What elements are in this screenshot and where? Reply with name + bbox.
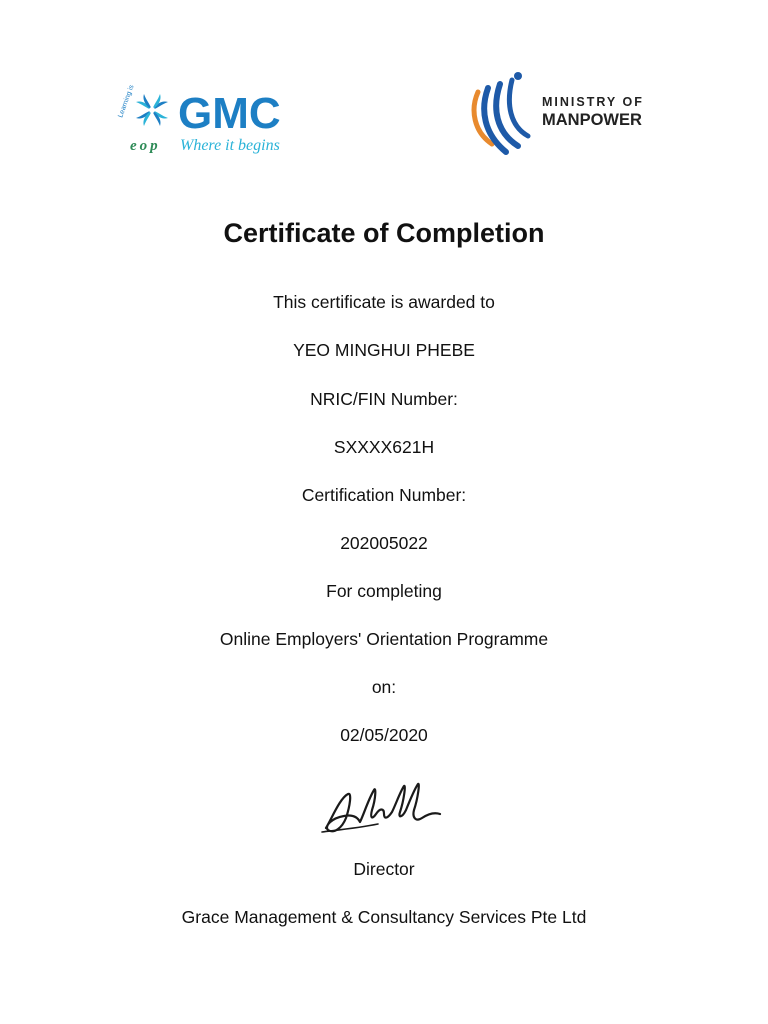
gmc-pinwheel-icon [136, 94, 168, 126]
recipient-name: YEO MINGHUI PHEBE [293, 340, 475, 360]
signatory-title: Director [353, 859, 415, 879]
programme-name: Online Employers' Orientation Programme [219, 629, 549, 649]
mom-emblem-icon [474, 72, 528, 152]
on-label: on: [371, 677, 397, 697]
certificate-title: Certificate of Completion [223, 218, 545, 248]
mom-logo [470, 70, 660, 162]
nric-label: NRIC/FIN Number: [310, 389, 458, 409]
gmc-side-text: Learning is [117, 84, 136, 119]
mom-line1: MINISTRY OF [542, 95, 644, 109]
nric-value: SXXXX621H [333, 437, 435, 457]
cert-number-label: Certification Number: [301, 485, 467, 505]
organisation-name: Grace Management & Consultancy Services Pte Ltd [181, 907, 587, 927]
cert-number-value: 202005022 [340, 533, 428, 553]
gmc-sub-text: eop [130, 138, 161, 154]
director-signature [318, 778, 444, 844]
mom-line2: MANPOWER [542, 111, 642, 129]
completion-date: 02/05/2020 [340, 725, 428, 745]
awarded-label: This certificate is awarded to [273, 292, 495, 312]
gmc-tagline: Where it begins [180, 137, 280, 154]
completing-label: For completing [326, 581, 442, 601]
gmc-name: GMC [178, 89, 281, 138]
gmc-logo [116, 80, 316, 160]
